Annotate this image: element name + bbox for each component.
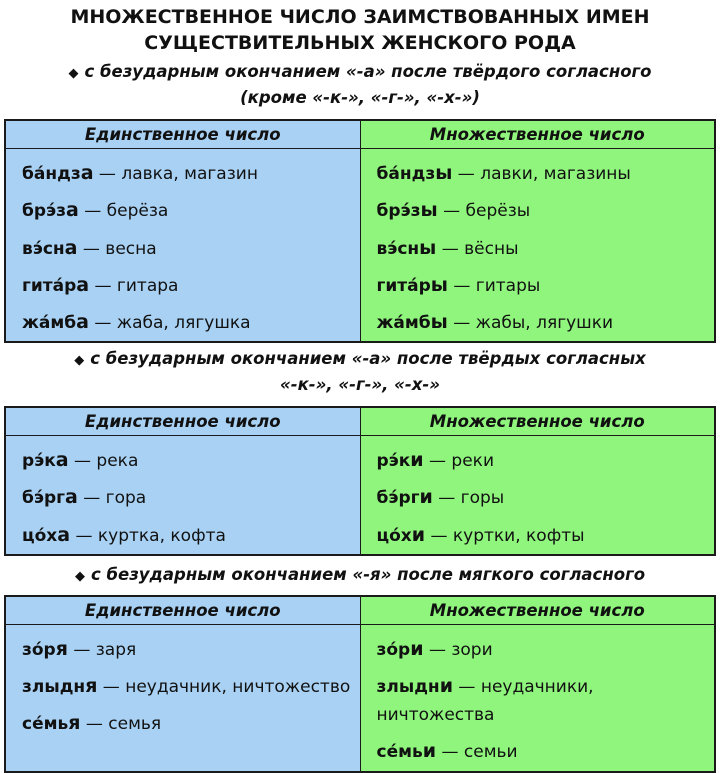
word-ending: и [419,486,433,509]
word-stem: бэ́рг [22,488,65,509]
word-ending: а [64,236,78,259]
word-ending: а [65,486,78,509]
word-entry [22,267,360,304]
section2-caption-line1: с безударным окончанием «-а» после твёрдых согласных [90,349,646,368]
word-stem: брэ́з [22,201,66,222]
word-ending: и [410,638,424,660]
word-entry [377,668,715,733]
word-entry [22,304,360,341]
word-ending: а [66,199,79,222]
section2-caption [0,347,720,373]
word-entry [377,517,715,554]
word-entry [22,631,360,668]
word-ending: я [85,675,98,698]
word-translation: — зори [423,640,493,660]
word-translation: — лавка, магазин [93,164,258,184]
word-stem: се́мь [376,742,423,763]
word-stem: бэ́рг [376,488,420,509]
word-translation: — неудачник, ничтожество [97,677,351,698]
word-entry [377,192,715,229]
section1-table [4,119,716,343]
word-stem: гита́р [376,275,431,296]
word-translation: — берёза [78,201,169,222]
word-stem: цо́х [376,525,412,546]
section3-caption-line1: с безударным окончанием «-я» после мягкого согласного [90,565,646,584]
word-entry [22,479,360,516]
section1-caption-line1: с безударным окончанием «-а» после твёрдого согласного [84,62,652,81]
section1-head-singular: Единственное число [5,120,360,149]
section1-caption-line2: (кроме «-к-», «-г-», «-х-») [240,88,480,107]
word-ending: ы [430,311,448,334]
word-stem: вэ́сн [376,238,420,259]
diamond-bullet-icon: ◆ [74,353,85,368]
section1-plural-list [361,149,715,341]
word-entry [22,192,360,229]
word-ending: я [68,712,81,735]
word-ending: я [55,638,68,660]
word-stem: се́мь [22,714,69,735]
section1-head-plural: Множественное число [360,120,715,149]
section3-singular-list [6,625,360,743]
section3-head-plural: Множественное число [360,596,715,625]
word-translation: — гитара [89,275,179,296]
word-translation: — горы [432,488,505,509]
word-translation: — реки [423,451,494,471]
word-ending: а [76,273,90,296]
word-stem: брэ́з [376,201,421,222]
word-ending: и [439,675,454,698]
word-translation: — куртка, кофта [70,525,226,546]
section2-caption-line2: «-к-», «-г-», «-х-» [280,375,440,394]
word-translation: — неудачники, ничтожества [376,677,594,726]
section2-head-plural: Множественное число [360,407,715,436]
word-stem: рэ́к [22,451,56,471]
word-ending: а [55,449,69,471]
word-ending: ы [435,162,453,184]
section3-caption [0,563,720,589]
word-translation: — семьи [436,742,518,763]
word-translation: — гитары [447,275,541,296]
word-entry [377,304,715,341]
word-stem: цо́х [22,525,58,546]
word-stem: зо́р [22,640,56,660]
word-ending: а [76,311,89,334]
word-stem: рэ́к [376,451,411,471]
word-entry [22,517,360,554]
word-entry [22,705,360,742]
section2-plural-list [361,436,715,554]
section2-table [4,406,716,556]
section3-head-singular: Единственное число [5,596,360,625]
word-translation: — семья [80,714,162,735]
word-stem: ба́ндз [22,164,81,184]
word-ending: ы [420,199,438,222]
word-stem: зо́р [376,640,411,660]
word-ending: ы [419,236,437,259]
word-ending: и [422,740,437,763]
word-entry [377,267,715,304]
section3-plural-list [361,625,715,771]
word-entry [377,230,715,267]
word-ending: а [57,523,71,546]
word-stem: жа́мб [376,313,431,334]
word-translation: — гора [77,488,147,509]
word-translation: — берёзы [437,201,531,222]
word-translation: — весна [77,238,157,259]
word-translation: — река [68,451,139,471]
section3-table [4,595,716,773]
word-entry [22,155,360,192]
word-translation: — заря [67,640,137,660]
word-entry [377,631,715,668]
word-ending: ы [430,273,448,296]
title-line-2: СУЩЕСТВИТЕЛЬНЫХ ЖЕНСКОГО РОДА [144,32,576,54]
word-ending: и [411,523,426,546]
word-entry [22,230,360,267]
word-stem: злыдн [22,677,86,698]
word-ending: а [80,162,94,184]
word-entry [377,155,715,192]
word-entry [377,733,715,770]
word-translation: — вёсны [436,238,519,259]
diamond-bullet-icon: ◆ [74,569,85,584]
title-line-1: МНОЖЕСТВЕННОЕ ЧИСЛО ЗАИМСТВОВАННЫХ ИМЕН [70,6,650,28]
word-translation: — жабы, лягушки [447,313,614,334]
word-stem: жа́мб [22,313,77,334]
page-title [0,4,720,56]
word-stem: ба́ндз [376,164,436,184]
section1-singular-list [6,149,360,341]
word-entry [22,668,360,705]
word-translation: — лавки, магазины [452,164,631,184]
section2-head-singular: Единственное число [5,407,360,436]
word-stem: вэ́сн [22,238,65,259]
section2-singular-list [6,436,360,554]
word-ending: и [410,449,424,471]
word-entry [22,442,360,479]
word-stem: злыдн [376,677,440,698]
word-stem: гита́р [22,275,77,296]
word-entry [377,442,715,479]
word-translation: — куртки, кофты [425,525,585,546]
diamond-bullet-icon: ◆ [68,66,79,81]
word-entry [377,479,715,516]
section1-caption [0,60,720,86]
word-translation: — жаба, лягушка [88,313,251,334]
